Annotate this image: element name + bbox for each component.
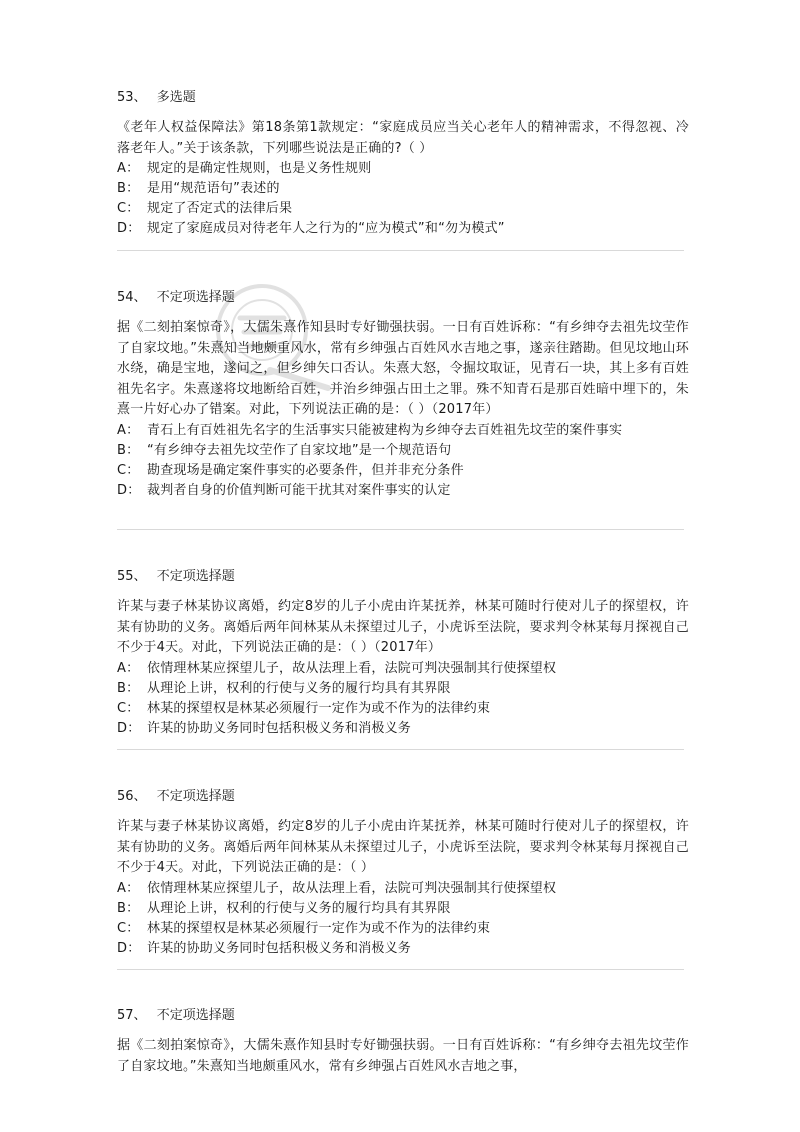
question-55 [117,567,689,739]
question-number: 57、 [117,1008,147,1023]
question-56 [117,787,689,959]
option-letter: B： [117,181,140,196]
option-text: 勘查现场是确定案件事实的必要条件，但并非充分条件 [147,462,464,478]
option-c[interactable] [117,461,689,481]
option-b[interactable] [117,179,689,199]
option-letter: B： [117,680,140,696]
option-text: 裁判者自身的价值判断可能干扰其对案件事实的认定 [147,482,451,498]
question-stem: 据《二刻拍案惊奇》，大儒朱熹作知县时专好锄强扶弱。一日有百姓诉称：“有乡绅夺去祖先坟茔作了自家坟地。”朱熹知当地颇重风水，常有乡绅强占百姓风水吉地之事，遂亲往踏勘。但见坟地山环水绕，确是宝地，遂问之，但乡绅矢口否认。朱熹大怒，令掘坟取证，见青石一块，其上多有百姓祖先名字。朱熹遂将坟地断给百姓，并治乡绅强占田土之罪。殊不知青石是那百姓暗中埋下的，朱熹一片好心办了错案。对此，下列说法正确的是：（ ）（2017年） [117,320,689,417]
question-number: 54、 [117,290,147,305]
option-text: 林某的探望权是林某必须履行一定作为或不作为的法律约束 [147,920,491,936]
option-letter: A： [117,161,140,176]
option-letter: A： [117,660,140,676]
option-d[interactable] [117,219,689,239]
option-letter: D： [117,221,141,236]
option-b[interactable] [117,899,689,919]
question-header [117,88,689,108]
question-number: 55、 [117,569,147,584]
option-text: 规定了否定式的法律后果 [147,201,293,216]
option-text: 是用“规范语句”表述的 [147,181,280,196]
question-type: 不定项选择题 [156,1008,235,1023]
option-letter: C： [117,462,140,478]
question-stem: 许某与妻子林某协议离婚，约定8岁的儿子小虎由许某抚养，林某可随时行使对儿子的探望权，许某有协助的义务。离婚后两年间林某从未探望过儿子，小虎诉至法院，要求判令林某每月探视自己不少于4天。对此，下列说法正确的是：（ ） [117,819,689,875]
divider [117,749,684,750]
option-text: 规定了家庭成员对待老年人之行为的“应为模式”和“勿为模式” [147,221,505,236]
question-type: 不定项选择题 [156,569,235,584]
option-letter: D： [117,720,141,736]
question-type: 多选题 [156,90,196,105]
option-text: “有乡绅夺去祖先坟茔作了自家坟地”是一个规范语句 [147,442,452,458]
question-header [117,567,689,587]
option-text: 从理论上讲，权利的行使与义务的履行均具有其界限 [147,900,451,916]
option-letter: D： [117,482,141,498]
option-d[interactable] [117,719,689,739]
option-text: 许某的协助义务同时包括积极义务和消极义务 [147,940,412,956]
option-text: 林某的探望权是林某必须履行一定作为或不作为的法律约束 [147,700,491,716]
question-number: 56、 [117,789,147,804]
option-letter: C： [117,201,140,216]
option-letter: B： [117,442,140,458]
question-header [117,787,689,807]
question-header [117,1006,689,1026]
option-letter: A： [117,880,140,896]
option-d[interactable] [117,939,689,959]
option-text: 规定的是确定性规则，也是义务性规则 [147,161,372,176]
question-type: 不定项选择题 [156,290,235,305]
question-stem: 据《二刻拍案惊奇》，大儒朱熹作知县时专好锄强扶弱。一日有百姓诉称：“有乡绅夺去祖先坟茔作了自家坟地。”朱熹知当地颇重风水，常有乡绅强占百姓风水吉地之事， [117,1038,689,1074]
option-a[interactable] [117,159,689,179]
option-b[interactable] [117,441,689,461]
divider [117,250,684,251]
option-d[interactable] [117,481,689,501]
option-text: 青石上有百姓祖先名字的生活事实只能被建构为乡绅夺去百姓祖先坟茔的案件事实 [147,422,623,438]
option-text: 依情理林某应探望儿子，故从法理上看，法院可判决强制其行使探望权 [147,880,557,896]
question-stem: 《老年人权益保障法》第18条第1款规定：“家庭成员应当关心老年人的精神需求，不得忽视、冷落老年人。”关于该条款，下列哪些说法是正确的?（ ） [117,120,689,156]
option-c[interactable] [117,919,689,939]
question-54 [117,288,689,501]
option-a[interactable] [117,879,689,899]
question-57 [117,1006,689,1077]
question-header [117,288,689,308]
option-c[interactable] [117,699,689,719]
option-text: 从理论上讲，权利的行使与义务的履行均具有其界限 [147,680,451,696]
divider [117,529,684,530]
option-letter: B： [117,900,140,916]
option-text: 依情理林某应探望儿子，故从法理上看，法院可判决强制其行使探望权 [147,660,557,676]
option-c[interactable] [117,199,689,219]
option-letter: A： [117,422,140,438]
divider [117,969,684,970]
option-text: 许某的协助义务同时包括积极义务和消极义务 [147,720,412,736]
question-number: 53、 [117,90,147,105]
option-letter: C： [117,920,140,936]
option-a[interactable] [117,421,689,441]
option-a[interactable] [117,659,689,679]
option-letter: D： [117,940,141,956]
question-stem: 许某与妻子林某协议离婚，约定8岁的儿子小虎由许某抚养，林某可随时行使对儿子的探望权，许某有协助的义务。离婚后两年间林某从未探望过儿子，小虎诉至法院，要求判令林某每月探视自己不少于4天。对此，下列说法正确的是：（ ）（2017年） [117,599,689,655]
option-b[interactable] [117,679,689,699]
question-type: 不定项选择题 [156,789,235,804]
question-53 [117,88,689,239]
option-letter: C： [117,700,140,716]
